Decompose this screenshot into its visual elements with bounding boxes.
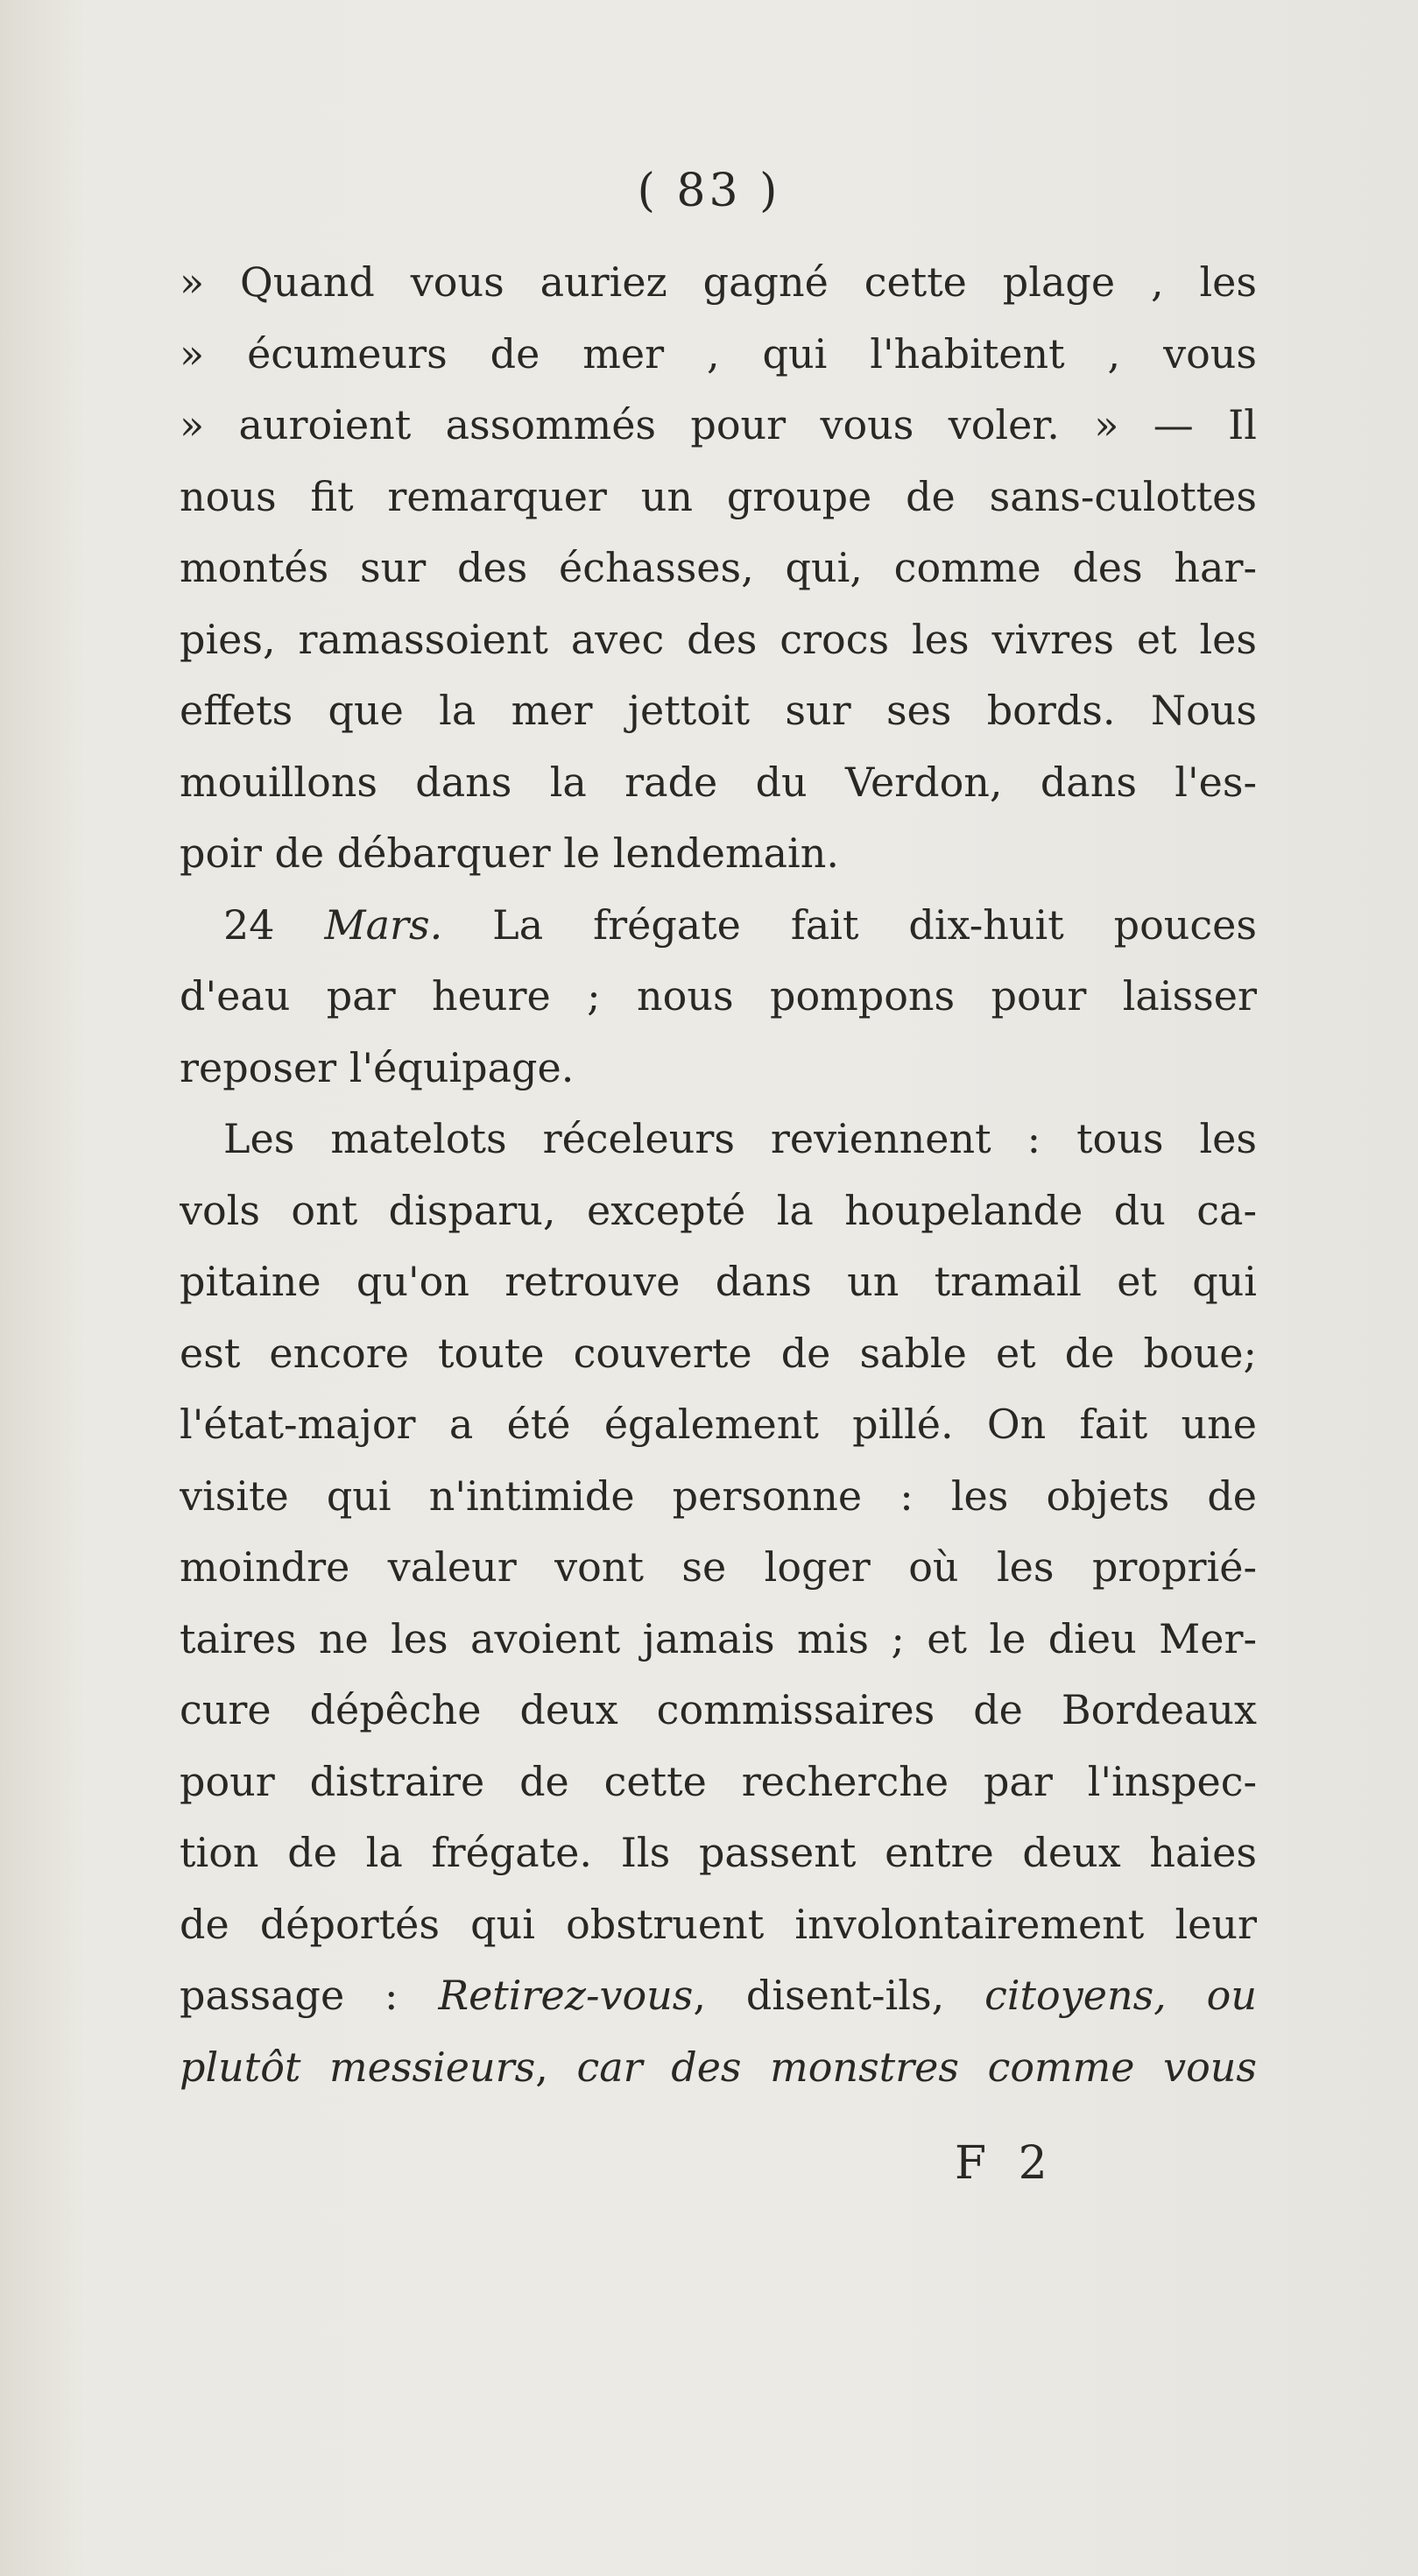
text-line: » Quand vous auriez gagné cette plage , les xyxy=(180,258,1257,306)
text-segment: passage : xyxy=(180,1972,399,2019)
text-line: moindre valeur vont se loger où les proprié- xyxy=(180,1543,1257,1591)
page-number: ( 83 ) xyxy=(637,165,781,217)
text-line: est encore toute couverte de sable et de boue; xyxy=(180,1329,1257,1377)
text-block xyxy=(180,247,1257,2103)
text-line: visite qui n'intimide personne : les objets de xyxy=(180,1471,1257,1520)
text-line: reposer l'équipage. xyxy=(180,1043,575,1091)
text-line: nous fit remarquer un groupe de sans-culottes xyxy=(180,472,1257,520)
text-line: » écumeurs de mer , qui l'habitent , vous xyxy=(180,329,1257,378)
signature-mark: F 2 xyxy=(955,2137,1056,2190)
text-line: » auroient assommés pour vous voler. » — Il xyxy=(180,401,1257,448)
text-segment: , disent-ils, xyxy=(693,1972,945,2019)
text-line: taires ne les avoient jamais mis ; et le dieu Mer- xyxy=(180,1614,1257,1662)
text-line: l'état-major a été également pillé. On fait une xyxy=(180,1401,1257,1448)
text-segment: La frégate fait dix-huit pouces xyxy=(492,900,1257,949)
text-line: poir de débarquer le lendemain. xyxy=(180,829,839,877)
text-line: mouillons dans la rade du Verdon, dans l'es- xyxy=(180,758,1257,806)
text-line xyxy=(180,1960,1257,2032)
text-line xyxy=(180,890,1257,962)
text-line xyxy=(180,2032,1257,2104)
text-segment: , xyxy=(535,2043,548,2091)
text-line: pies, ramassoient avec des crocs les vivres et les xyxy=(180,615,1257,663)
italic-quote: plutôt messieurs xyxy=(180,2043,536,2091)
date-day: 24 xyxy=(223,900,275,949)
italic-quote: citoyens, ou xyxy=(984,1972,1257,2019)
text-line: tion de la frégate. Ils passent entre deux haies xyxy=(180,1829,1257,1876)
text-line: pitaine qu'on retrouve dans un tramail et qui xyxy=(180,1258,1257,1305)
text-line: effets que la mer jettoit sur ses bords. Nous xyxy=(180,687,1257,734)
text-line: montés sur des échasses, qui, comme des har- xyxy=(180,544,1257,591)
italic-quote: Retirez-vous xyxy=(438,1972,694,2019)
text-line: cure dépêche deux commissaires de Bordeaux xyxy=(180,1686,1257,1733)
text-line: d'eau par heure ; nous pompons pour laisser xyxy=(180,972,1257,1020)
text-line: de déportés qui obstruent involontairement leur xyxy=(180,1900,1257,1948)
italic-quote: car des monstres comme vous xyxy=(576,2043,1257,2091)
date-month: Mars. xyxy=(324,900,443,949)
text-line: vols ont disparu, excepté la houpelande du ca- xyxy=(180,1186,1257,1234)
text-line: Les matelots réceleurs reviennent : tous les xyxy=(223,1115,1257,1162)
text-line: pour distraire de cette recherche par l'inspec- xyxy=(180,1757,1257,1805)
